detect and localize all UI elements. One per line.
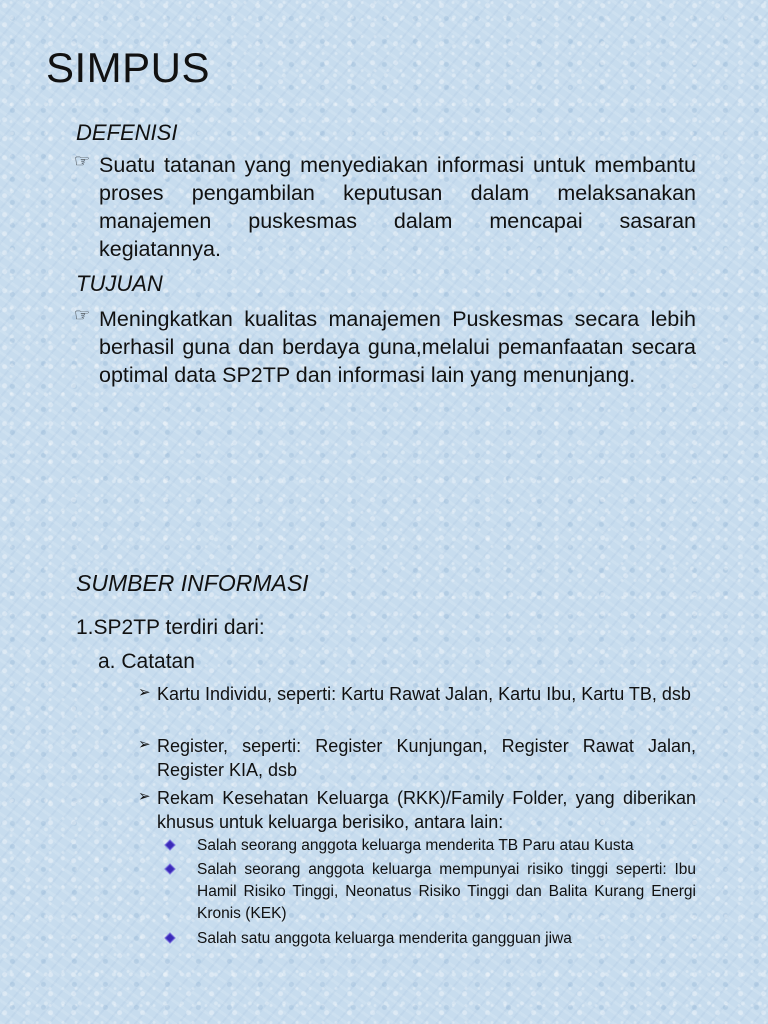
diamond-bullet-icon xyxy=(164,839,175,850)
arrow-list-item xyxy=(138,734,696,782)
diamond-list-item xyxy=(166,859,696,925)
arrow-list-item xyxy=(138,682,696,706)
arrow-bullet-icon: ➢ xyxy=(138,736,151,753)
arrow-bullet-icon: ➢ xyxy=(138,684,151,701)
diamond-item-text: Salah seorang anggota keluarga menderita TB Paru atau Kusta xyxy=(197,837,634,854)
definition-text: Suatu tatanan yang menyediakan informasi untuk membantu proses pengambilan keputusan dalam melaksanakan manajemen puskesmas dalam mencapai sasaran kegiatannya. xyxy=(99,153,696,261)
diamond-item-text: Salah satu anggota keluarga menderita gangguan jiwa xyxy=(197,930,572,947)
diamond-item-text: Salah seorang anggota keluarga mempunyai risiko tinggi seperti: Ibu Hamil Risiko Tinggi, Neonatus Risiko Tinggi dan Balita Kurang Energi Kronis (KEK) xyxy=(197,861,696,922)
diamond-list-item xyxy=(166,835,696,857)
diamond-list-item xyxy=(166,928,696,950)
definition-heading: DEFENISI xyxy=(76,120,178,145)
arrow-item-text: Rekam Kesehatan Keluarga (RKK)/Family Folder, yang diberikan khusus untuk keluarga berisiko, antara lain: xyxy=(157,788,696,832)
arrow-item-text: Kartu Individu, seperti: Kartu Rawat Jalan, Kartu Ibu, Kartu TB, dsb xyxy=(157,684,691,704)
diamond-bullet-icon xyxy=(164,932,175,943)
purpose-item xyxy=(74,305,696,389)
page-title: SIMPUS xyxy=(46,44,211,91)
pointing-hand-icon: ☞ xyxy=(74,305,91,325)
arrow-bullet-icon: ➢ xyxy=(138,788,151,805)
sp2tp-item: 1.SP2TP terdiri dari: xyxy=(76,616,265,639)
sources-heading: SUMBER INFORMASI xyxy=(76,570,309,596)
catatan-subitem: a. Catatan xyxy=(98,650,195,673)
purpose-text: Meningkatkan kualitas manajemen Puskesmas secara lebih berhasil guna dan berdaya guna,melalui pemanfaatan secara optimal data SP2TP dan informasi lain yang menunjang. xyxy=(99,307,696,387)
pointing-hand-icon: ☞ xyxy=(74,151,91,171)
diamond-bullet-icon xyxy=(164,863,175,874)
purpose-heading: TUJUAN xyxy=(76,271,163,296)
definition-item xyxy=(74,151,696,263)
arrow-list-item xyxy=(138,786,696,834)
arrow-item-text: Register, seperti: Register Kunjungan, Register Rawat Jalan, Register KIA, dsb xyxy=(157,736,696,780)
